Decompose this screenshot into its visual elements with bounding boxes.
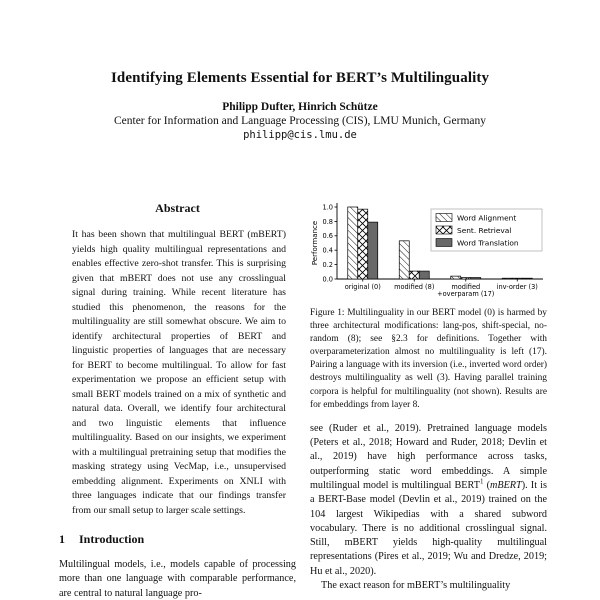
y-tick-label: 0.8 <box>322 217 333 226</box>
y-tick-label: 0.2 <box>322 261 333 269</box>
abstract-text: It has been shown that multilingual BERT (mBERT) yields high quality multilingual representations and enables effective zero-shot transfer. This is surprising given that mBERT does not use any crosslingual signal during training. While recent literature has studied this phenomenon, the reasons for the multilinguality are still somewhat obscure. We aim to identify architectural properties of BERT and linguistic properties of languages that are necessary for BERT to become multilingual. To allow for fast experimentation we propose an efficient setup with small BERT models trained on a mix of synthetic and natural data. Overall, we identify four architectural and two linguistic elements that influence multilinguality. Based on our insights, we experiment with a multilingual pretraining setup that modifies the masking strategy using VecMap, i.e., unsupervised embedding alignment. Experiments on XNLI with three languages indicate that our findings transfer from our small setup to larger scale settings. <box>72 229 286 516</box>
y-axis-label: Performance <box>311 220 319 266</box>
body-paragraph <box>310 422 547 579</box>
text-segment: mBERT <box>490 479 522 491</box>
paper-authors: Philipp Dufter, Hinrich Schütze <box>222 101 378 113</box>
body-paragraph-cutoff: The exact reason for mBERT’s multilinguality <box>321 580 511 592</box>
legend-swatch <box>436 226 452 234</box>
bar <box>409 271 419 279</box>
bar <box>471 278 481 279</box>
right-column <box>310 141 547 600</box>
x-tick-label: inv-order (3) <box>496 283 538 291</box>
paper-header <box>0 0 600 141</box>
figure-1 <box>310 199 547 412</box>
bar <box>502 278 512 279</box>
footnote-marker: 1 <box>479 477 484 486</box>
section-heading-introduction <box>59 532 296 547</box>
bar <box>522 278 532 279</box>
two-column-body <box>59 141 548 600</box>
section-title: Introduction <box>79 532 145 546</box>
bar <box>348 207 358 279</box>
bar <box>358 209 368 279</box>
introduction-paragraph: Multilingual models, i.e., models capable of processing more than one language with comparable performance, are central to natural language pro- <box>59 559 296 599</box>
bar <box>419 271 429 279</box>
paper-email: philipp@cis.lmu.de <box>243 129 357 141</box>
x-tick-label: modified +overparam (17) <box>437 283 495 298</box>
x-tick-label: original (0) <box>344 283 381 291</box>
figure-bar-chart <box>310 199 547 303</box>
bar <box>461 278 471 279</box>
text-segment: ( <box>483 479 490 491</box>
legend-swatch <box>436 214 452 222</box>
paper-title: Identifying Elements Essential for BERT’s Multilinguality <box>110 70 490 86</box>
y-tick-label: 0.6 <box>322 232 333 241</box>
text-segment: ). It is a BERT-Base model (Devlin et al., 2019) trained on the 104 largest Wikipedias with a shared subword vocabulary. There is no additional crosslingual signal. Still, mBERT yields high-quality multilingual representations (Pires et al., 2019; Wu and Dredze, 2019; Hu et al., 2020). <box>310 479 547 577</box>
abstract-heading: Abstract <box>155 201 200 215</box>
x-tick-label: modified (8) <box>394 283 435 291</box>
bar <box>512 278 522 279</box>
legend-swatch <box>436 239 452 247</box>
y-tick-label: 0.0 <box>322 275 333 284</box>
figure-caption: Figure 1: Multilinguality in our BERT model (0) is harmed by three architectural modifications: lang-pos, shift-special, no-random (8); see §2.3 for definitions. Together with overparameterization almost no multilinguality is left (17). Pairing a language with its inversion (i.e., inverted word order) destroys multilinguality as well (3). Having parallel training corpora is helpful for multilinguality (not shown). Results are for embeddings from layer 8. <box>310 308 547 410</box>
legend-label: Word Alignment <box>457 213 517 223</box>
bar <box>368 222 378 279</box>
bar <box>451 276 461 279</box>
y-tick-label: 1.0 <box>322 203 333 212</box>
y-tick-label: 0.4 <box>322 246 333 255</box>
chart-legend <box>431 209 542 251</box>
paper-affiliation: Center for Information and Language Processing (CIS), LMU Munich, Germany <box>113 115 487 127</box>
bar <box>399 241 409 279</box>
legend-label: Word Translation <box>457 238 519 248</box>
left-column <box>59 141 296 600</box>
legend-label: Sent. Retrieval <box>457 226 512 235</box>
section-number: 1 <box>59 532 65 546</box>
text-segment: see (Ruder et al., 2019). Pretrained language models (Peters et al., 2018; Howard and Ruder, 2018; Devlin et al., 2019) have high performance across tasks, outperforming static word embeddings. A simple multilingual model is multilingual BERT <box>310 422 547 491</box>
